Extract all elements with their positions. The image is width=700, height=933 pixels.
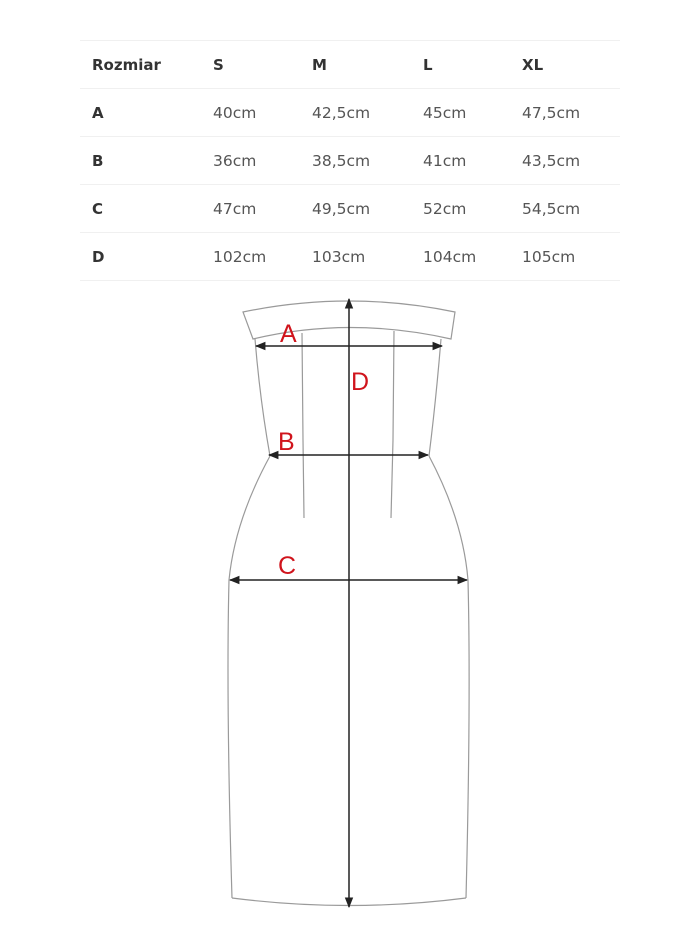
table-cell: 102cm (213, 247, 267, 266)
label-a: A (280, 320, 297, 348)
table-cell: 38,5cm (312, 151, 371, 170)
table-row (80, 89, 620, 137)
label-d: D (351, 368, 370, 396)
dress-measurement-diagram (0, 280, 700, 933)
table-cell: 104cm (423, 247, 477, 266)
row-label: B (92, 151, 104, 170)
table-cell: 36cm (213, 151, 257, 170)
table-cell: 47,5cm (522, 103, 581, 122)
table-row (80, 233, 620, 281)
row-label: D (92, 247, 105, 266)
header-cell-m: M (312, 55, 327, 74)
header-cell-l: L (423, 55, 433, 74)
table-cell: 52cm (423, 199, 467, 218)
table-row (80, 185, 620, 233)
table-cell: 45cm (423, 103, 467, 122)
table-header-row (80, 41, 620, 89)
table-cell: 47cm (213, 199, 257, 218)
table-cell: 103cm (312, 247, 366, 266)
row-label: C (92, 199, 104, 218)
table-row (80, 137, 620, 185)
row-label: A (92, 103, 104, 122)
table-cell: 40cm (213, 103, 257, 122)
size-chart-table (80, 40, 620, 281)
header-cell-rozmiar: Rozmiar (92, 55, 161, 74)
label-b: B (278, 428, 295, 456)
table-cell: 49,5cm (312, 199, 371, 218)
header-cell-xl: XL (522, 55, 544, 74)
table-cell: 41cm (423, 151, 467, 170)
label-c: C (278, 552, 297, 580)
table-cell: 42,5cm (312, 103, 371, 122)
table-cell: 105cm (522, 247, 576, 266)
table-cell: 43,5cm (522, 151, 581, 170)
table-cell: 54,5cm (522, 199, 581, 218)
header-cell-s: S (213, 55, 224, 74)
